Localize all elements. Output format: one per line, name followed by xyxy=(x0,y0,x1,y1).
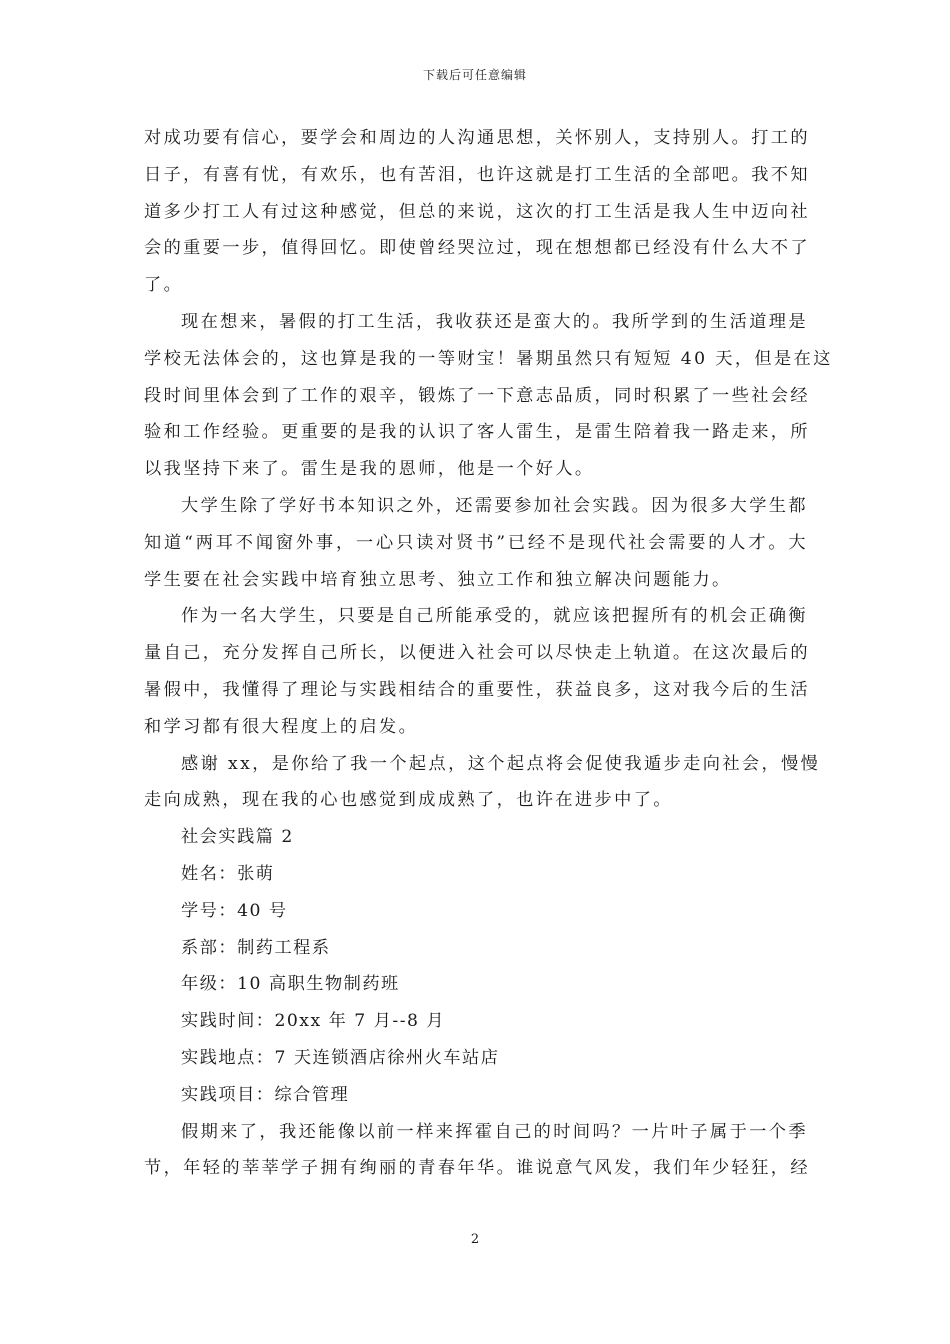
text-line: 验和工作经验。更重要的是我的认识了客人雷生，是雷生陪着我一路走来，所 xyxy=(144,422,810,443)
text-line: 日子，有喜有忧，有欢乐，也有苦泪，也许这就是打工生活的全部吧。我不知 xyxy=(144,164,810,185)
info-name: 姓名：张萌 xyxy=(181,863,275,884)
text-line: 学校无法体会的，这也算是我的一等财宝！暑期虽然只有短短 40 天，但是在这 xyxy=(144,348,833,369)
text-line: 走向成熟，现在我的心也感觉到成成熟了，也许在进步中了。 xyxy=(144,790,673,811)
info-project: 实践项目：综合管理 xyxy=(181,1084,350,1105)
page-header: 下载后可任意编辑 xyxy=(422,68,527,82)
text-line: 以我坚持下来了。雷生是我的恩师，他是一个好人。 xyxy=(144,459,595,480)
info-location: 实践地点：7 天连锁酒店徐州火车站店 xyxy=(181,1047,500,1068)
text-line: 暑假中，我懂得了理论与实践相结合的重要性，获益良多，这对我今后的生活 xyxy=(144,679,810,700)
paragraph-closing xyxy=(144,1114,808,1188)
paragraph-1 xyxy=(144,120,808,304)
page-number: 2 xyxy=(470,1232,480,1247)
info-student-id: 学号：40 号 xyxy=(181,900,288,921)
text-line: 假期来了，我还能像以前一样来挥霍自己的时间吗？一片叶子属于一个季 xyxy=(181,1121,808,1142)
paragraph-5 xyxy=(144,746,821,820)
text-line: 现在想来，暑假的打工生活，我收获还是蛮大的。我所学到的生活道理是 xyxy=(181,311,808,332)
text-line: 学生要在社会实践中培育独立思考、独立工作和独立解决问题能力。 xyxy=(144,569,732,590)
paragraph-4 xyxy=(144,598,808,745)
text-line: 量自己，充分发挥自己所长，以便进入社会可以尽快走上轨道。在这次最后的 xyxy=(144,643,810,664)
text-line: 作为一名大学生，只要是自己所能承受的，就应该把握所有的机会正确衡 xyxy=(181,606,808,627)
text-line: 和学习都有很大程度上的启发。 xyxy=(144,716,419,737)
document-body xyxy=(144,120,833,1187)
section-title: 社会实践篇 2 xyxy=(181,827,294,848)
text-line: 节，年轻的莘莘学子拥有绚丽的青春年华。谁说意气风发，我们年少轻狂，经 xyxy=(144,1158,810,1179)
text-line: 对成功要有信心，要学会和周边的人沟通思想，关怀别人，支持别人。打工的 xyxy=(144,128,810,148)
paragraph-3 xyxy=(144,488,808,598)
text-line: 大学生除了学好书本知识之外，还需要参加社会实践。因为很多大学生都 xyxy=(181,495,808,516)
text-line: 知道“两耳不闻窗外事，一心只读对贤书”已经不是现代社会需要的人才。大 xyxy=(144,532,808,553)
text-line: 段时间里体会到了工作的艰辛，锻炼了一下意志品质，同时积累了一些社会经 xyxy=(144,385,810,406)
text-line: 了。 xyxy=(144,275,184,296)
info-time: 实践时间：20xx 年 7 月--8 月 xyxy=(181,1011,446,1032)
text-line: 感谢 xx，是你给了我一个起点，这个起点将会促使我遁步走向社会，慢慢 xyxy=(181,753,821,774)
info-grade: 年级：10 高职生物制药班 xyxy=(181,974,400,995)
text-line: 会的重要一步，值得回忆。即使曾经哭泣过，现在想想都已经没有什么大不了 xyxy=(144,238,810,259)
text-line: 道多少打工人有过这种感觉，但总的来说，这次的打工生活是我人生中迈向社 xyxy=(144,201,810,222)
paragraph-2 xyxy=(144,304,833,488)
info-department: 系部：制药工程系 xyxy=(181,937,331,958)
